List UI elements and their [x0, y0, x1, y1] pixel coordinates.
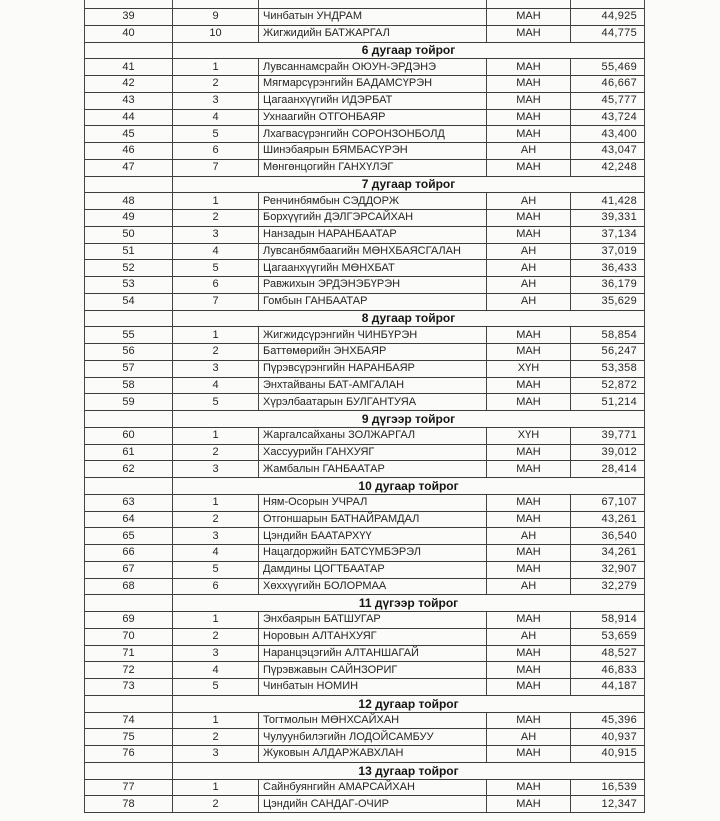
district-section-header: 11 дүгээр тойрог [173, 595, 645, 611]
candidate-row [85, 796, 645, 813]
party-cell: АН [487, 528, 571, 544]
candidate-name-cell: Жигжидсүрэнгийн ЧИНБҮРЭН [259, 327, 487, 343]
row-number-cell: 50 [85, 227, 173, 243]
candidate-row [85, 528, 645, 545]
party-cell: МАН [487, 394, 571, 410]
party-cell: МАН [487, 9, 571, 25]
row-number-cell: 77 [85, 780, 173, 796]
party-cell: МАН [487, 26, 571, 42]
party-cell: АН [487, 729, 571, 745]
candidate-row [85, 662, 645, 679]
votes-cell: 40,915 [571, 746, 645, 762]
candidate-number-cell: 2 [173, 445, 259, 461]
candidate-row [85, 160, 645, 177]
district-section-header: 7 дугаар тойрог [173, 177, 645, 193]
row-number-cell: 69 [85, 612, 173, 628]
row-number-cell: 72 [85, 662, 173, 678]
row-number-cell: 54 [85, 294, 173, 310]
candidate-number-cell: 3 [173, 528, 259, 544]
candidate-row [85, 612, 645, 629]
candidate-name-cell: Дамдины ЦОГТБААТАР [259, 562, 487, 578]
stub-cell [259, 0, 487, 8]
party-cell: МАН [487, 461, 571, 477]
candidate-row [85, 110, 645, 127]
votes-cell: 56,247 [571, 344, 645, 360]
candidate-name-cell: Жамбалын ГАНБААТАР [259, 461, 487, 477]
votes-cell: 51,214 [571, 394, 645, 410]
party-cell: АН [487, 629, 571, 645]
party-cell: МАН [487, 378, 571, 394]
empty-cell [85, 411, 173, 427]
candidate-number-cell: 1 [173, 713, 259, 729]
candidate-name-cell: Хүрэлбаатарын БУЛГАНТУЯА [259, 394, 487, 410]
votes-cell: 28,414 [571, 461, 645, 477]
votes-cell: 44,775 [571, 26, 645, 42]
row-number-cell: 70 [85, 629, 173, 645]
cropped-row-stub [84, 0, 645, 8]
district-section-row [85, 595, 645, 612]
candidate-row [85, 679, 645, 696]
row-number-cell: 64 [85, 512, 173, 528]
candidate-number-cell: 2 [173, 629, 259, 645]
votes-cell: 42,248 [571, 160, 645, 176]
candidate-number-cell: 3 [173, 646, 259, 662]
candidate-name-cell: Баттөмөрийн ЭНХБАЯР [259, 344, 487, 360]
candidate-name-cell: Жигжидийн БАТЖАРГАЛ [259, 26, 487, 42]
candidate-row [85, 126, 645, 143]
row-number-cell: 74 [85, 713, 173, 729]
votes-cell: 12,347 [571, 796, 645, 812]
district-section-row [85, 311, 645, 328]
candidate-number-cell: 1 [173, 780, 259, 796]
votes-cell: 43,400 [571, 126, 645, 142]
candidate-name-cell: Хассуурийн ГАНХУЯГ [259, 445, 487, 461]
party-cell: МАН [487, 495, 571, 511]
row-number-cell: 56 [85, 344, 173, 360]
candidate-row [85, 562, 645, 579]
candidate-name-cell: Гомбын ГАНБААТАР [259, 294, 487, 310]
row-number-cell: 63 [85, 495, 173, 511]
row-number-cell: 60 [85, 428, 173, 444]
candidate-row [85, 244, 645, 261]
candidate-number-cell: 4 [173, 244, 259, 260]
candidate-row [85, 378, 645, 395]
party-cell: МАН [487, 780, 571, 796]
row-number-cell: 51 [85, 244, 173, 260]
candidate-number-cell: 9 [173, 9, 259, 25]
votes-cell: 48,527 [571, 646, 645, 662]
votes-cell: 41,428 [571, 193, 645, 209]
row-number-cell: 59 [85, 394, 173, 410]
candidate-name-cell: Равжихын ЭРДЭНЭБҮРЭН [259, 277, 487, 293]
candidate-row [85, 629, 645, 646]
candidate-name-cell: Чинбатын УНДРАМ [259, 9, 487, 25]
empty-cell [85, 696, 173, 712]
candidate-row [85, 327, 645, 344]
candidate-row [85, 59, 645, 76]
candidate-number-cell: 3 [173, 746, 259, 762]
candidate-name-cell: Пүрэвжавын САЙНЗОРИГ [259, 662, 487, 678]
candidate-row [85, 512, 645, 529]
votes-cell: 46,833 [571, 662, 645, 678]
votes-cell: 43,724 [571, 110, 645, 126]
votes-cell: 32,279 [571, 579, 645, 595]
party-cell: МАН [487, 126, 571, 142]
row-number-cell: 45 [85, 126, 173, 142]
candidate-name-cell: Ренчинбямбын СЭДДОРЖ [259, 193, 487, 209]
row-number-cell: 47 [85, 160, 173, 176]
votes-cell: 44,187 [571, 679, 645, 695]
row-number-cell: 44 [85, 110, 173, 126]
candidate-number-cell: 1 [173, 327, 259, 343]
party-cell: АН [487, 244, 571, 260]
candidate-number-cell: 4 [173, 378, 259, 394]
district-section-header: 8 дугаар тойрог [173, 311, 645, 327]
votes-cell: 45,396 [571, 713, 645, 729]
stub-cell [85, 0, 173, 8]
candidate-row [85, 729, 645, 746]
votes-cell: 53,659 [571, 629, 645, 645]
votes-cell: 40,937 [571, 729, 645, 745]
row-number-cell: 75 [85, 729, 173, 745]
candidate-row [85, 428, 645, 445]
row-number-cell: 39 [85, 9, 173, 25]
candidate-name-cell: Цэндийн БААТАРХҮҮ [259, 528, 487, 544]
candidate-number-cell: 4 [173, 110, 259, 126]
candidate-name-cell: Борхүүгийн ДЭЛГЭРСАЙХАН [259, 210, 487, 226]
candidate-name-cell: Нацагдоржийн БАТСҮМБЭРЭЛ [259, 545, 487, 561]
votes-cell: 53,358 [571, 361, 645, 377]
candidate-name-cell: Чулуунбилэгийн ЛОДОЙСАМБУУ [259, 729, 487, 745]
votes-cell: 44,925 [571, 9, 645, 25]
party-cell: МАН [487, 227, 571, 243]
candidate-number-cell: 1 [173, 193, 259, 209]
party-cell: МАН [487, 160, 571, 176]
candidate-name-cell: Ухнаагийн ОТГОНБАЯР [259, 110, 487, 126]
votes-cell: 46,667 [571, 76, 645, 92]
candidate-name-cell: Ням-Осорын УЧРАЛ [259, 495, 487, 511]
candidate-row [85, 495, 645, 512]
votes-cell: 36,179 [571, 277, 645, 293]
row-number-cell: 46 [85, 143, 173, 159]
candidate-row [85, 277, 645, 294]
empty-cell [85, 478, 173, 494]
party-cell: АН [487, 294, 571, 310]
party-cell: МАН [487, 562, 571, 578]
candidate-name-cell: Цагаанхүүгийн МӨНХБАТ [259, 260, 487, 276]
row-number-cell: 53 [85, 277, 173, 293]
votes-cell: 32,907 [571, 562, 645, 578]
votes-cell: 67,107 [571, 495, 645, 511]
empty-cell [85, 311, 173, 327]
candidate-row [85, 579, 645, 596]
candidate-row [85, 545, 645, 562]
party-cell: МАН [487, 746, 571, 762]
candidate-row [85, 646, 645, 663]
votes-cell: 58,854 [571, 327, 645, 343]
candidate-number-cell: 2 [173, 210, 259, 226]
district-section-row [85, 411, 645, 428]
stub-cell [571, 0, 645, 8]
candidate-row [85, 9, 645, 26]
party-cell: АН [487, 260, 571, 276]
candidate-number-cell: 5 [173, 260, 259, 276]
votes-cell: 55,469 [571, 59, 645, 75]
votes-cell: 43,047 [571, 143, 645, 159]
candidate-number-cell: 3 [173, 461, 259, 477]
party-cell: МАН [487, 93, 571, 109]
candidate-name-cell: Сайнбуянгийн АМАРСАЙХАН [259, 780, 487, 796]
candidate-name-cell: Лувсаннамсрайн ОЮУН-ЭРДЭНЭ [259, 59, 487, 75]
candidate-number-cell: 5 [173, 394, 259, 410]
district-section-row [85, 763, 645, 780]
votes-cell: 16,539 [571, 780, 645, 796]
empty-cell [85, 43, 173, 59]
district-section-row [85, 177, 645, 194]
candidate-row [85, 461, 645, 478]
empty-cell [85, 763, 173, 779]
candidate-number-cell: 6 [173, 579, 259, 595]
party-cell: МАН [487, 344, 571, 360]
candidate-number-cell: 5 [173, 126, 259, 142]
candidate-number-cell: 3 [173, 93, 259, 109]
candidate-row [85, 361, 645, 378]
district-section-row [85, 478, 645, 495]
empty-cell [85, 595, 173, 611]
candidate-number-cell: 6 [173, 277, 259, 293]
votes-cell: 36,540 [571, 528, 645, 544]
party-cell: АН [487, 579, 571, 595]
candidate-row [85, 93, 645, 110]
candidate-row [85, 26, 645, 43]
party-cell: МАН [487, 210, 571, 226]
party-cell: ХҮН [487, 361, 571, 377]
candidate-number-cell: 2 [173, 796, 259, 812]
district-section-row [85, 696, 645, 713]
district-section-header: 13 дугаар тойрог [173, 763, 645, 779]
candidate-row [85, 780, 645, 797]
results-table [84, 8, 645, 813]
candidate-name-cell: Цэндийн САНДАГ-ОЧИР [259, 796, 487, 812]
votes-cell: 37,134 [571, 227, 645, 243]
empty-cell [85, 177, 173, 193]
row-number-cell: 48 [85, 193, 173, 209]
stub-cell [487, 0, 571, 8]
row-number-cell: 40 [85, 26, 173, 42]
candidate-row [85, 746, 645, 763]
candidate-number-cell: 5 [173, 679, 259, 695]
votes-cell: 52,872 [571, 378, 645, 394]
candidate-name-cell: Лхагвасүрэнгийн СОРОНЗОНБОЛД [259, 126, 487, 142]
candidate-name-cell: Чинбатын НОМИН [259, 679, 487, 695]
candidate-number-cell: 3 [173, 361, 259, 377]
district-section-header: 12 дугаар тойрог [173, 696, 645, 712]
party-cell: МАН [487, 110, 571, 126]
row-number-cell: 55 [85, 327, 173, 343]
candidate-name-cell: Тогтмолын МӨНХСАЙХАН [259, 713, 487, 729]
row-number-cell: 52 [85, 260, 173, 276]
votes-cell: 39,012 [571, 445, 645, 461]
votes-cell: 39,771 [571, 428, 645, 444]
candidate-row [85, 713, 645, 730]
party-cell: МАН [487, 713, 571, 729]
candidate-name-cell: Лувсанбямбаагийн МӨНХБАЯСГАЛАН [259, 244, 487, 260]
row-number-cell: 71 [85, 646, 173, 662]
candidate-row [85, 394, 645, 411]
candidate-row [85, 260, 645, 277]
candidate-number-cell: 1 [173, 612, 259, 628]
row-number-cell: 78 [85, 796, 173, 812]
candidate-row [85, 227, 645, 244]
votes-cell: 37,019 [571, 244, 645, 260]
row-number-cell: 67 [85, 562, 173, 578]
candidate-name-cell: Норовын АЛТАНХУЯГ [259, 629, 487, 645]
district-section-header: 9 дүгээр тойрог [173, 411, 645, 427]
candidate-name-cell: Шинэбаярын БЯМБАСҮРЭН [259, 143, 487, 159]
party-cell: МАН [487, 612, 571, 628]
results-table-wrap [84, 0, 645, 813]
candidate-name-cell: Жуковын АЛДАРЖАВХЛАН [259, 746, 487, 762]
candidate-row [85, 445, 645, 462]
votes-cell: 58,914 [571, 612, 645, 628]
candidate-number-cell: 1 [173, 428, 259, 444]
district-section-row [85, 43, 645, 60]
row-number-cell: 68 [85, 579, 173, 595]
party-cell: МАН [487, 512, 571, 528]
candidate-name-cell: Хөххүүгийн БОЛОРМАА [259, 579, 487, 595]
party-cell: МАН [487, 796, 571, 812]
votes-cell: 39,331 [571, 210, 645, 226]
row-number-cell: 65 [85, 528, 173, 544]
candidate-name-cell: Отгоншарын БАТНАЙРАМДАЛ [259, 512, 487, 528]
candidate-row [85, 210, 645, 227]
votes-cell: 34,261 [571, 545, 645, 561]
votes-cell: 36,433 [571, 260, 645, 276]
candidate-number-cell: 3 [173, 227, 259, 243]
row-number-cell: 58 [85, 378, 173, 394]
candidate-number-cell: 2 [173, 729, 259, 745]
row-number-cell: 66 [85, 545, 173, 561]
party-cell: МАН [487, 445, 571, 461]
party-cell: МАН [487, 545, 571, 561]
candidate-row [85, 294, 645, 311]
row-number-cell: 41 [85, 59, 173, 75]
candidate-row [85, 143, 645, 160]
party-cell: МАН [487, 646, 571, 662]
candidate-number-cell: 2 [173, 512, 259, 528]
row-number-cell: 57 [85, 361, 173, 377]
candidate-name-cell: Мягмарсүрэнгийн БАДАМСҮРЭН [259, 76, 487, 92]
candidate-name-cell: Жаргалсайханы ЗОЛЖАРГАЛ [259, 428, 487, 444]
candidate-name-cell: Цагаанхүүгийн ИДЭРБАТ [259, 93, 487, 109]
row-number-cell: 62 [85, 461, 173, 477]
candidate-number-cell: 5 [173, 562, 259, 578]
district-section-header: 6 дугаар тойрог [173, 43, 645, 59]
candidate-number-cell: 7 [173, 294, 259, 310]
candidate-name-cell: Пүрэвсүрэнгийн НАРАНБАЯР [259, 361, 487, 377]
row-number-cell: 73 [85, 679, 173, 695]
candidate-name-cell: Мөнгөнцогийн ГАНХҮЛЭГ [259, 160, 487, 176]
candidate-row [85, 193, 645, 210]
candidate-name-cell: Энхтайваны БАТ-АМГАЛАН [259, 378, 487, 394]
candidate-name-cell: Нанзадын НАРАНБААТАР [259, 227, 487, 243]
party-cell: АН [487, 193, 571, 209]
row-number-cell: 43 [85, 93, 173, 109]
party-cell: МАН [487, 59, 571, 75]
stub-cell [173, 0, 259, 8]
votes-cell: 43,261 [571, 512, 645, 528]
row-number-cell: 61 [85, 445, 173, 461]
party-cell: МАН [487, 662, 571, 678]
row-number-cell: 42 [85, 76, 173, 92]
candidate-number-cell: 1 [173, 59, 259, 75]
candidate-number-cell: 2 [173, 344, 259, 360]
party-cell: АН [487, 277, 571, 293]
party-cell: МАН [487, 679, 571, 695]
party-cell: ХҮН [487, 428, 571, 444]
district-section-header: 10 дугаар тойрог [173, 478, 645, 494]
candidate-name-cell: Энхбаярын БАТШУГАР [259, 612, 487, 628]
candidate-name-cell: Наранцэцэгийн АЛТАНШАГАЙ [259, 646, 487, 662]
row-number-cell: 49 [85, 210, 173, 226]
party-cell: АН [487, 143, 571, 159]
candidate-number-cell: 2 [173, 76, 259, 92]
candidate-row [85, 76, 645, 93]
row-number-cell: 76 [85, 746, 173, 762]
candidate-number-cell: 4 [173, 545, 259, 561]
candidate-number-cell: 7 [173, 160, 259, 176]
candidate-row [85, 344, 645, 361]
candidate-number-cell: 10 [173, 26, 259, 42]
candidate-number-cell: 6 [173, 143, 259, 159]
party-cell: МАН [487, 76, 571, 92]
candidate-number-cell: 4 [173, 662, 259, 678]
votes-cell: 35,629 [571, 294, 645, 310]
candidate-number-cell: 1 [173, 495, 259, 511]
party-cell: МАН [487, 327, 571, 343]
votes-cell: 45,777 [571, 93, 645, 109]
